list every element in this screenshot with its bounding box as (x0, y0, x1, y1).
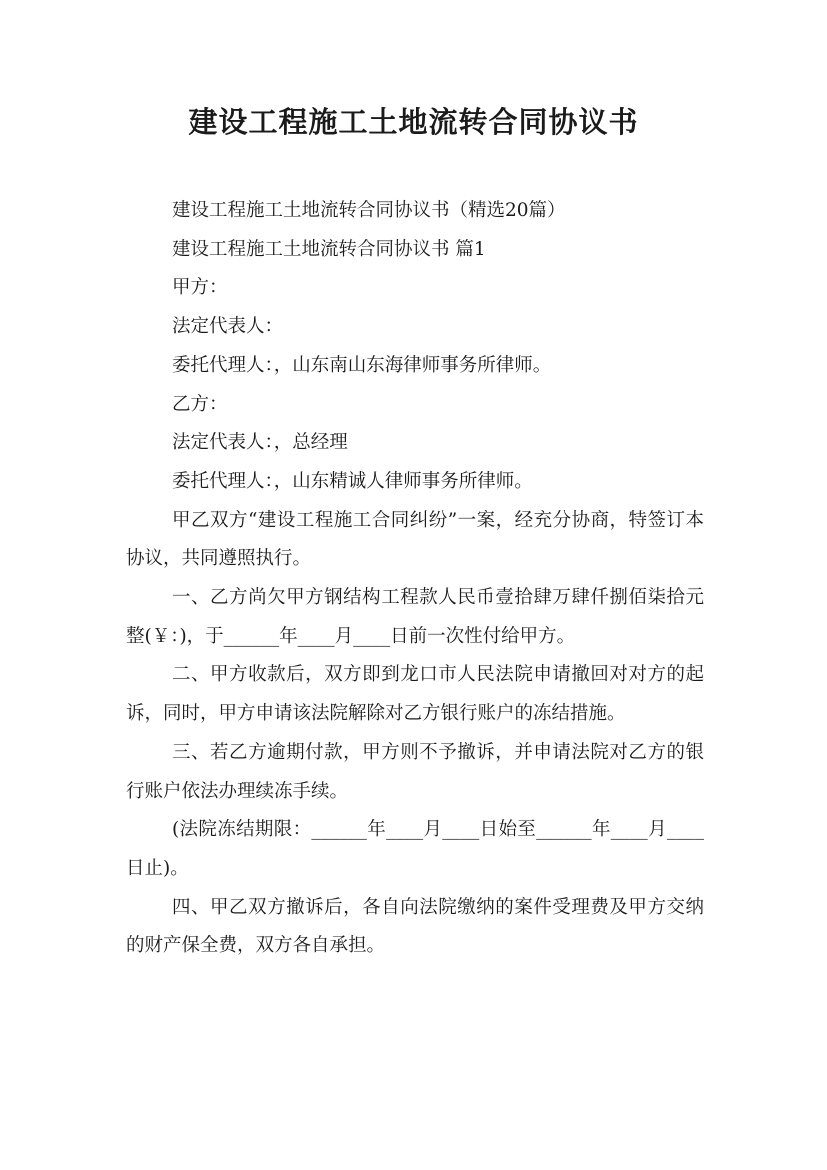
paragraph-party-a-agent: 委托代理人：，山东南山东海律师事务所律师。 (172, 354, 552, 376)
paragraph-clause-3: 三、若乙方逾期付款，甲方则不予撤诉，并申请法院对乙方的银行账户依法办理续冻手续。 (126, 741, 704, 802)
paragraph-subtitle: 建设工程施工土地流转合同协议书（精选20篇） (172, 200, 566, 221)
paragraph-clause-4: 四、甲乙双方撤诉后，各自向法院缴纳的案件受理费及甲方交纳的财产保全费，双方各自承担。 (126, 896, 704, 957)
document-body (126, 192, 704, 966)
paragraph-party-b: 乙方： (172, 393, 228, 415)
paragraph-section-heading: 建设工程施工土地流转合同协议书 篇1 (172, 238, 486, 260)
paragraph-preamble: 甲乙双方“建设工程施工合同纠纷”一案，经充分协商，特签订本协议，共同遵照执行。 (126, 509, 704, 570)
paragraph-party-a-rep: 法定代表人： (172, 316, 284, 338)
document-title: 建设工程施工土地流转合同协议书 (188, 105, 639, 139)
paragraph-clause-2: 二、甲方收款后，双方即到龙口市人民法院申请撤回对对方的起诉，同时，甲方申请该法院解除对乙方银行账户的冻结措施。 (126, 664, 704, 725)
paragraph-clause-1: 一、乙方尚欠甲方钢结构工程款人民币壹拾肆万肆仟捌佰柒拾元整(￥：)，于______年____月____日前一次性付给甲方。 (126, 587, 704, 647)
paragraph-party-a: 甲方： (172, 277, 228, 299)
paragraph-freeze-period: (法院冻结期限：______年____月____日始至______年____月____日止)。 (126, 819, 704, 879)
paragraph-party-b-rep: 法定代表人：，总经理 (172, 432, 348, 454)
paragraph-party-b-agent: 委托代理人：，山东精诚人律师事务所律师。 (172, 470, 533, 492)
